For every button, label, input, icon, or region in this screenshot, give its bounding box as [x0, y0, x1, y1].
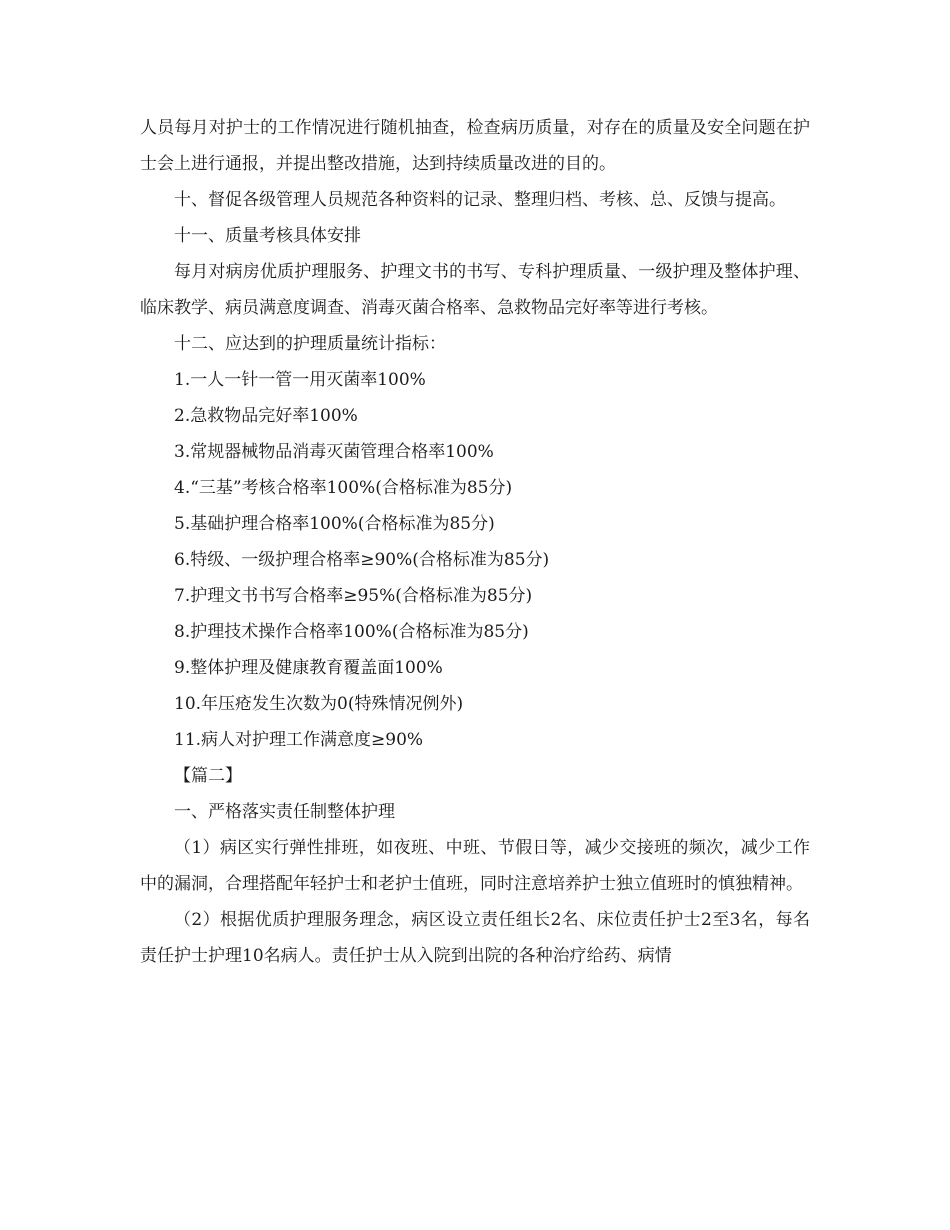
- list-item: 1.一人一针一管一用灭菌率100%: [174, 370, 426, 390]
- list-item: 9.整体护理及健康教育覆盖面100%: [174, 658, 443, 678]
- list-item: 4.“三基”考核合格率100%(合格标准为85分): [174, 478, 513, 498]
- list-item: 2.急救物品完好率100%: [174, 406, 358, 426]
- list-item: 8.护理技术操作合格率100%(合格标准为85分): [174, 622, 529, 642]
- paragraph: 人员每月对护士的工作情况进行随机抽查，检查病历质量，对存在的质量及安全问题在护士会上进行通报，并提出整改措施，达到持续质量改进的目的。: [140, 118, 810, 174]
- section-heading: 十一、质量考核具体安排: [174, 226, 361, 246]
- paragraph: （1）病区实行弹性排班，如夜班、中班、节假日等，减少交接班的频次，减少工作中的漏洞，合理搭配年轻护士和老护士值班，同时注意培养护士独立值班时的慎独精神。: [140, 838, 810, 894]
- paragraph: （2）根据优质护理服务理念，病区设立责任组长2名、床位责任护士2至3名，每名责任护士护理10名病人。责任护士从入院到出院的各种治疗给药、病情: [140, 910, 810, 966]
- document-page: [140, 110, 810, 974]
- paragraph: 十、督促各级管理人员规范各种资料的记录、整理归档、考核、总、反馈与提高。: [174, 190, 786, 210]
- paragraph: 每月对病房优质护理服务、护理文书的书写、专科护理质量、一级护理及整体护理、临床教学、病员满意度调查、消毒灭菌合格率、急救物品完好率等进行考核。: [140, 262, 810, 318]
- list-item: 5.基础护理合格率100%(合格标准为85分): [174, 514, 495, 534]
- list-item: 10.年压疮发生次数为0(特殊情况例外): [174, 694, 464, 714]
- section-heading: 一、严格落实责任制整体护理: [174, 802, 395, 822]
- list-item: 7.护理文书书写合格率≥95%(合格标准为85分): [174, 586, 533, 606]
- list-item: 6.特级、一级护理合格率≥90%(合格标准为85分): [174, 550, 550, 570]
- list-item: 11.病人对护理工作满意度≥90%: [174, 730, 424, 750]
- list-item: 3.常规器械物品消毒灭菌管理合格率100%: [174, 442, 494, 462]
- section-heading: 十二、应达到的护理质量统计指标：: [174, 334, 446, 354]
- part-heading: 【篇二】: [174, 766, 242, 786]
